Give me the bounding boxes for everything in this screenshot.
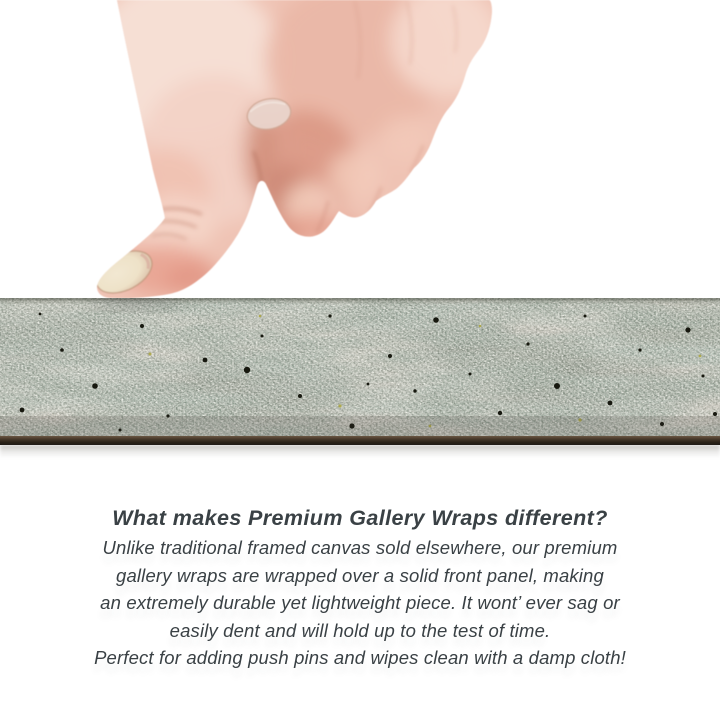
info-line-5: Perfect for adding push pins and wipes clean with a damp cloth! <box>94 647 626 669</box>
canvas-strip-shadow <box>0 445 720 459</box>
canvas-strip-bottom-edge <box>0 436 720 445</box>
info-line-1: Unlike traditional framed canvas sold elsewhere, our premium <box>102 537 618 558</box>
info-heading: What makes Premium Gallery Wraps different? <box>112 506 608 530</box>
canvas-edge-strip <box>0 298 720 436</box>
hand-photo <box>55 0 505 302</box>
info-line-3: an extremely durable yet lightweight piece. It wont’ ever sag or <box>100 592 620 614</box>
info-line-4: easily dent and will hold up to the test of time. <box>169 619 551 641</box>
info-line-2: gallery wraps are wrapped over a solid front panel, making <box>116 564 604 586</box>
description-text <box>0 504 720 672</box>
